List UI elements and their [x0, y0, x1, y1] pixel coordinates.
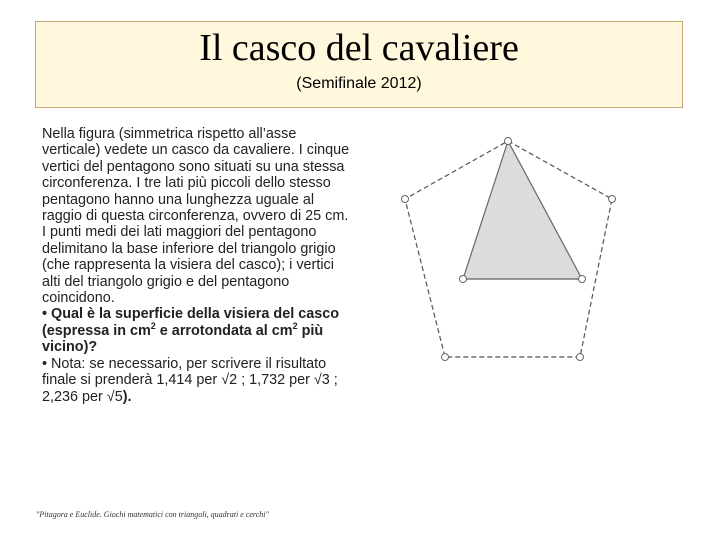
- problem-description: [42, 126, 352, 405]
- note-text: [42, 356, 352, 405]
- midpoint-left: [460, 276, 467, 283]
- question-suffix: più vicino)?: [42, 322, 324, 356]
- page-subtitle: (Semifinale 2012): [296, 75, 422, 92]
- visor-triangle: [463, 141, 582, 279]
- vertex-bottom-right: [577, 354, 584, 361]
- question-text: [42, 306, 352, 355]
- helmet-figure: [380, 128, 620, 368]
- page-title: Il casco del cavaliere: [199, 27, 519, 69]
- vertex-bottom-left: [442, 354, 449, 361]
- note-end: ).: [122, 388, 132, 405]
- note-prefix: • Nota: se necessario, per scrivere il risultato finale si prenderà 1,414 per √2 ; 1,732 per √3 ; 2,236 per √5: [42, 355, 338, 405]
- question-superscript-2: 2: [292, 321, 298, 332]
- midpoint-right: [579, 276, 586, 283]
- question-superscript-1: 2: [150, 321, 156, 332]
- problem-text: Nella figura (simmetrica rispetto all’asse verticale) vedete un casco da cavaliere. I cinque vertici del pentagono sono situati su una stessa circonferenza. I tre lati più piccoli dello stesso pentagono hanno una lunghezza uguale al raggio di questa circonferenza, ovvero di 25 cm. I punti medi dei lati maggiori del pentagono delimitano la base inferiore del triangolo grigio (che rappresenta la visiera del casco); i vertici alti del triangolo grigio e del pentagono coincidono.: [42, 126, 350, 307]
- vertex-top: [505, 138, 512, 145]
- footnote: "Pitagora e Euclide. Giochi matematici con triangoli, quadrati e cerchi": [36, 510, 269, 519]
- title-box: [35, 21, 683, 108]
- vertex-right: [609, 196, 616, 203]
- question-middle: e arrotondata al cm: [155, 322, 293, 339]
- question-prefix: • Qual è la superficie della visiera del casco (espressa in cm: [42, 306, 339, 339]
- vertex-left: [402, 196, 409, 203]
